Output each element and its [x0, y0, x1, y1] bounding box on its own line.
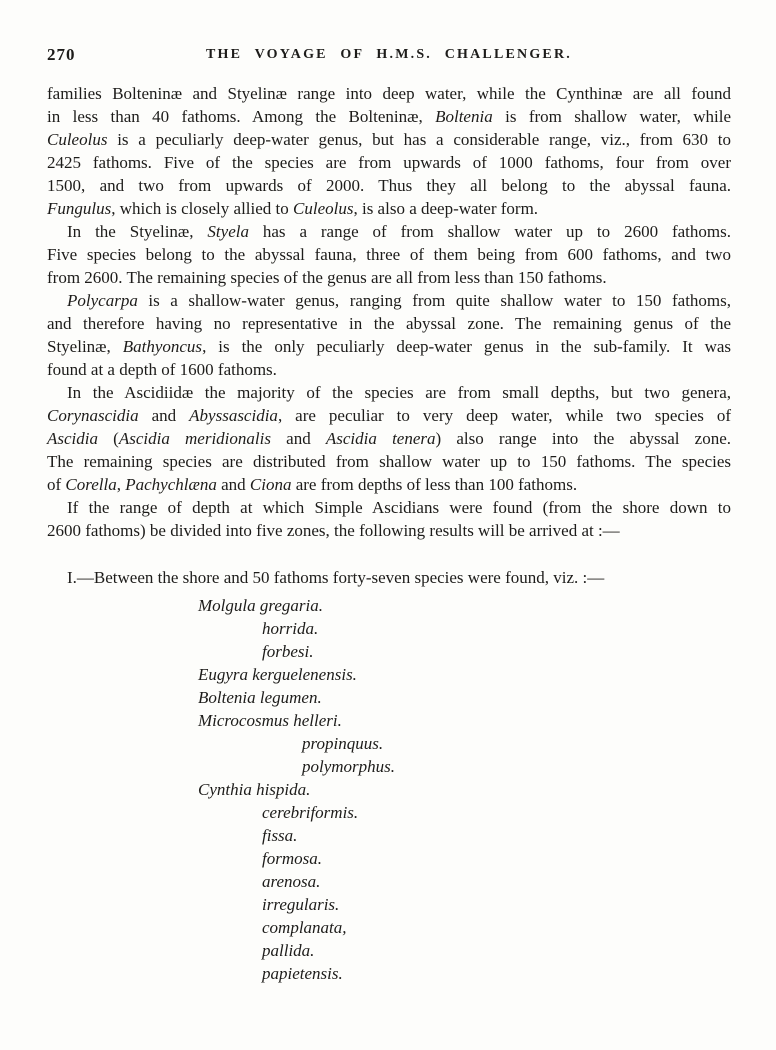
- text-line: The remaining species are distributed from shallow water up to 150 fathoms. The species: [47, 452, 731, 471]
- species-list: [47, 594, 731, 985]
- species-list-item: forbesi.: [262, 642, 314, 661]
- text-line: Fungulus, which is closely allied to Culeolus, is also a deep-water form.: [47, 199, 539, 218]
- species-list-item: Microcosmus helleri.: [198, 711, 342, 730]
- text-block: [47, 82, 731, 542]
- body-paragraph: [47, 381, 731, 496]
- text-line: In the Styelinæ, Styela has a range of from shallow water up to 2600 fathoms.: [67, 222, 731, 241]
- species-list-item: propinquus.: [302, 734, 384, 753]
- text-line: 2425 fathoms. Five of the species are from upwards of 1000 fathoms, four from over: [47, 153, 731, 172]
- species-list-item: irregularis.: [262, 895, 340, 914]
- species-list-item: arenosa.: [262, 872, 321, 891]
- text-line: Culeolus is a peculiarly deep-water genus, but has a considerable range, viz., from 630 to: [47, 130, 731, 149]
- text-line: found at a depth of 1600 fathoms.: [47, 360, 277, 379]
- body-paragraph: [47, 82, 731, 220]
- text-line: Styelinæ, Bathyoncus, is the only peculiarly deep-water genus in the sub-family. It was: [47, 337, 732, 356]
- text-line: and therefore having no representative in the abyssal zone. The remaining genus of the: [47, 314, 731, 333]
- text-line: If the range of depth at which Simple Ascidians were found (from the shore down to: [67, 498, 731, 517]
- species-list-item: polymorphus.: [302, 757, 396, 776]
- species-list-item: horrida.: [262, 619, 319, 638]
- text-line: Polycarpa is a shallow-water genus, ranging from quite shallow water to 150 fathoms,: [67, 291, 731, 310]
- species-list-item: Eugyra kerguelenensis.: [198, 665, 357, 684]
- zone-heading: I.—Between the shore and 50 fathoms forty-seven species were found, viz. :—: [67, 568, 605, 587]
- text-line: Ascidia (Ascidia meridionalis and Ascidia tenera) also range into the abyssal zone.: [47, 429, 731, 448]
- species-list-item: Molgula gregaria.: [198, 596, 323, 615]
- text-line: Corynascidia and Abyssascidia, are peculiar to very deep water, while two species of: [47, 406, 732, 425]
- species-list-item: pallida.: [262, 941, 315, 960]
- text-line: Five species belong to the abyssal fauna, three of them being from 600 fathoms, and two: [47, 245, 731, 264]
- species-list-item: papietensis.: [262, 964, 343, 983]
- body-paragraph: [47, 496, 731, 542]
- text-line: families Bolteninæ and Styelinæ range into deep water, while the Cynthinæ are all found: [47, 84, 731, 103]
- running-title: THE VOYAGE OF H.M.S. CHALLENGER.: [206, 47, 572, 62]
- text-line: of Corella, Pachychlæna and Ciona are from depths of less than 100 fathoms.: [47, 475, 578, 494]
- species-list-item: complanata,: [262, 918, 347, 937]
- body-paragraph: [47, 289, 731, 381]
- species-list-item: Cynthia hispida.: [198, 780, 311, 799]
- page-number: 270: [47, 45, 76, 64]
- page-body: [47, 82, 731, 985]
- text-line: in less than 40 fathoms. Among the Bolteninæ, Boltenia is from shallow water, while: [47, 107, 732, 126]
- text-line: In the Ascidiidæ the majority of the species are from small depths, but two genera,: [67, 383, 731, 402]
- species-list-item: fissa.: [262, 826, 298, 845]
- text-line: 1500, and two from upwards of 2000. Thus they all belong to the abyssal fauna.: [47, 176, 731, 195]
- body-paragraph: [47, 220, 731, 289]
- text-line: from 2600. The remaining species of the genus are all from less than 150 fathoms.: [47, 268, 607, 287]
- running-header: [47, 45, 731, 65]
- species-list-item: cerebriformis.: [262, 803, 359, 822]
- text-line: 2600 fathoms) be divided into five zones, the following results will be arrived at :—: [47, 521, 620, 540]
- species-list-item: Boltenia legumen.: [198, 688, 322, 707]
- species-list-item: formosa.: [262, 849, 322, 868]
